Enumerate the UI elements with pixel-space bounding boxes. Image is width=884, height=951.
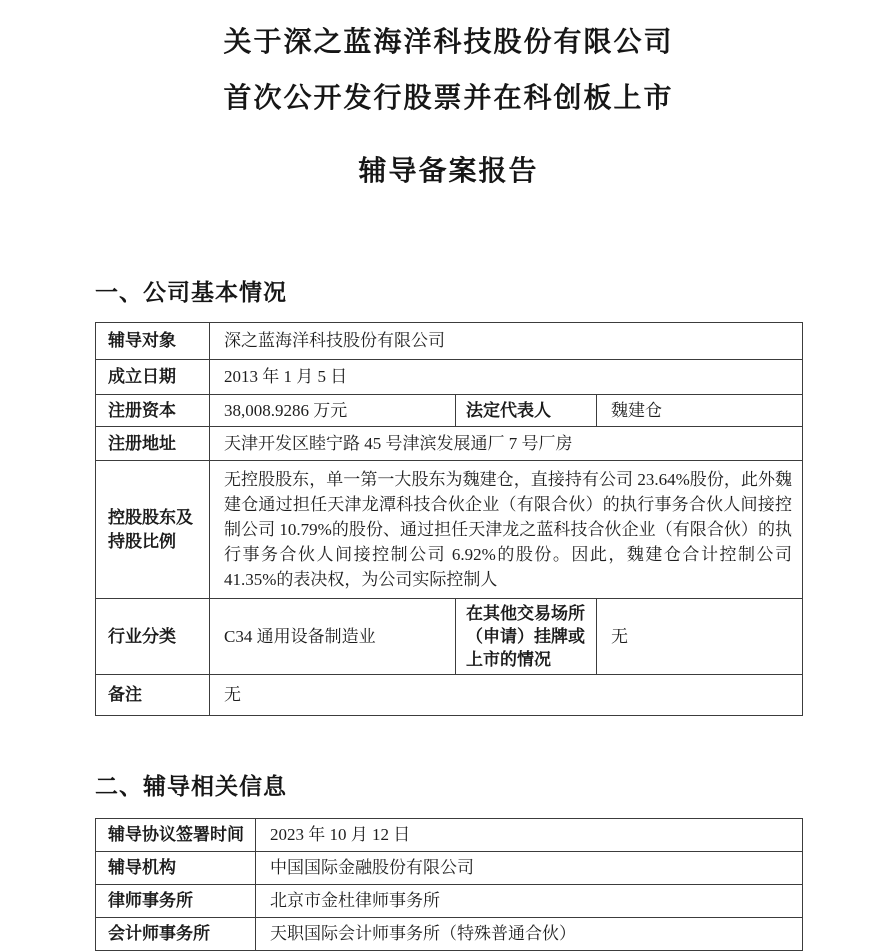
row-value: 中国国际金融股份有限公司 (256, 852, 803, 885)
row-value: 无 (210, 675, 803, 716)
row-value: 2013 年 1 月 5 日 (210, 360, 803, 395)
row-label: 律师事务所 (96, 885, 256, 918)
row-label: 注册资本 (96, 395, 210, 427)
row-label: 辅导协议签署时间 (96, 819, 256, 852)
row-label: 会计师事务所 (96, 918, 256, 951)
row-label: 控股股东及持股比例 (96, 461, 210, 599)
table-row (96, 461, 803, 599)
table-row (96, 323, 803, 360)
document-title-line-2: 首次公开发行股票并在科创板上市 (223, 82, 674, 113)
document-page (95, 0, 802, 951)
table-row (96, 852, 803, 885)
row-value: 深之蓝海洋科技股份有限公司 (210, 323, 803, 360)
row-label: 注册地址 (96, 427, 210, 461)
row-value-secondary: 魏建仓 (597, 395, 803, 427)
row-label-secondary: 法定代表人 (456, 395, 597, 427)
table-row (96, 427, 803, 461)
row-value-secondary: 无 (597, 599, 803, 675)
row-label: 辅导机构 (96, 852, 256, 885)
row-label: 辅导对象 (96, 323, 210, 360)
row-value: 天职国际会计师事务所（特殊普通合伙） (256, 918, 803, 951)
row-value: 38,008.9286 万元 (210, 395, 456, 427)
section-2-heading: 二、辅导相关信息 (95, 773, 287, 799)
guidance-info-table (95, 818, 803, 951)
row-value: 无控股股东，单一第一大股东为魏建仓，直接持有公司 23.64%股份，此外魏建仓通过担任天津龙潭科技合伙企业（有限合伙）的执行事务合伙人间接控制公司 10.79%的股份、通过担任天津龙之蓝科技合伙企业（有限合伙）的执行事务合伙人间接控制公司 6.92%的股份。因此，魏建仓合计控制公司 41.35%的表决权，为公司实际控制人 (210, 461, 803, 599)
row-label-secondary: 在其他交易场所（申请）挂牌或上市的情况 (456, 599, 597, 675)
row-value: 天津开发区睦宁路 45 号津滨发展通厂 7 号厂房 (210, 427, 803, 461)
company-basic-info-table (95, 322, 803, 716)
row-label: 行业分类 (96, 599, 210, 675)
table-row (96, 675, 803, 716)
section-1-heading: 一、公司基本情况 (95, 279, 287, 305)
document-title-line-3: 辅导备案报告 (358, 155, 539, 186)
row-value: 北京市金杜律师事务所 (256, 885, 803, 918)
table-row (96, 599, 803, 675)
table-row (96, 395, 803, 427)
table-row (96, 360, 803, 395)
row-label: 备注 (96, 675, 210, 716)
row-value: C34 通用设备制造业 (210, 599, 456, 675)
document-title-line-1: 关于深之蓝海洋科技股份有限公司 (223, 26, 674, 57)
table-row (96, 885, 803, 918)
table-row (96, 819, 803, 852)
row-label: 成立日期 (96, 360, 210, 395)
row-value: 2023 年 10 月 12 日 (256, 819, 803, 852)
